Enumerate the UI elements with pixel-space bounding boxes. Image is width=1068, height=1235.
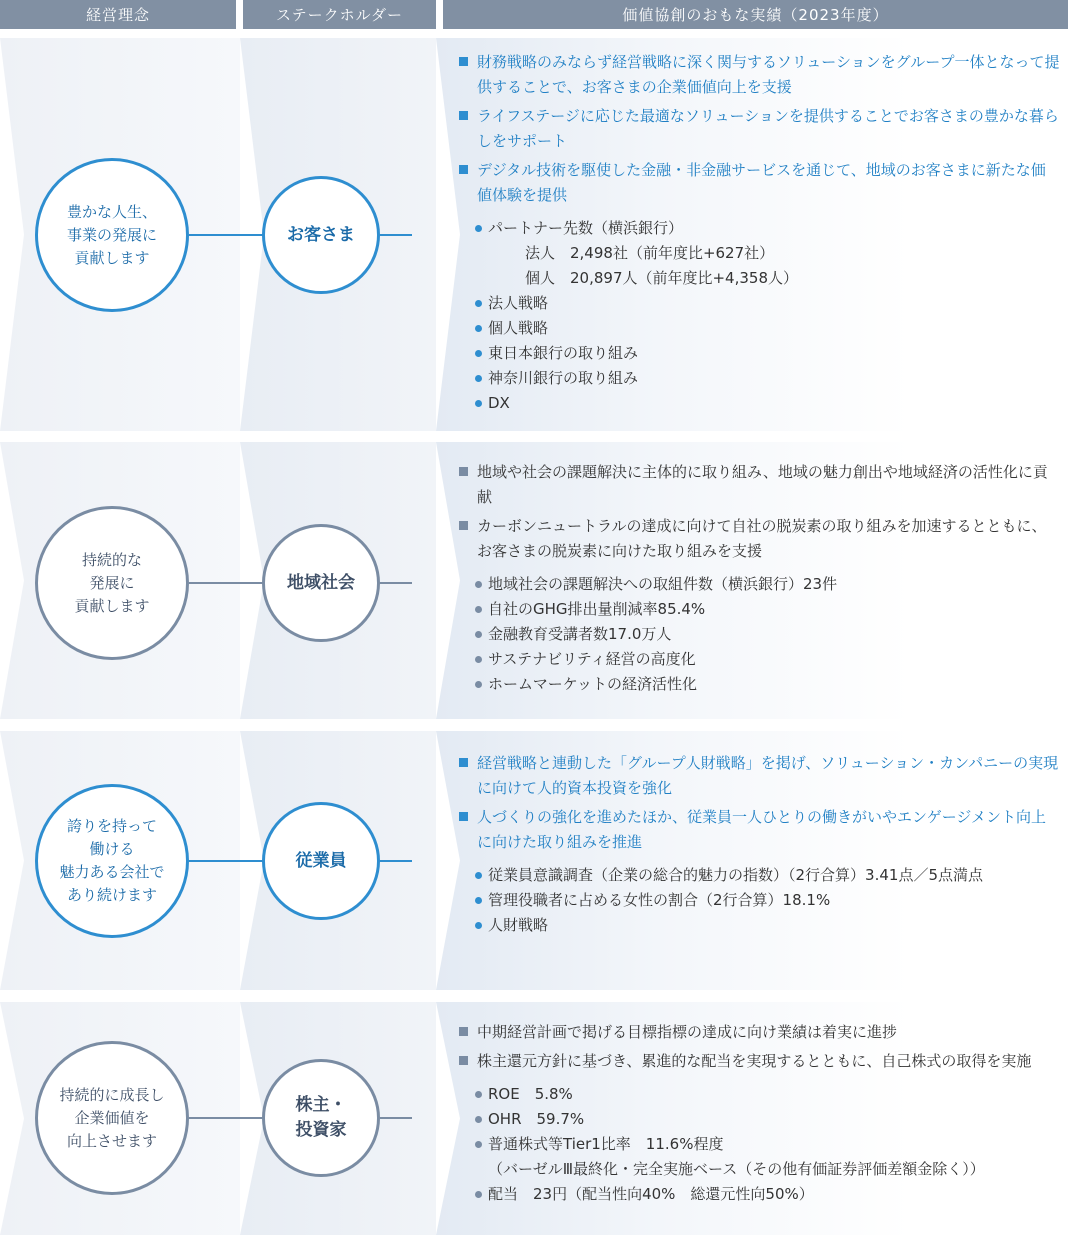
bullet-item: パートナー先数（横浜銀行）	[475, 216, 1060, 241]
statement: ライフステージに応じた最適なソリューションを提供することでお客さまの豊かな暮らしをサポート	[459, 104, 1060, 154]
achievements: 中期経営計画で掲げる目標指標の達成に向け業績は着実に進捗 株主還元方針に基づき、累進的な配当を実現するとともに、自己株式の取得を実施 ROE 5.8% OHR 59.7% 普通株式等Tier1比率 11.6%程度 （バーゼルⅢ最終化・完全実施ベース（その他有価証券評価差額金除く）） 配当 23円（配当性向40% 総還元性向50%）	[459, 1020, 1060, 1207]
philosophy-circle: 持続的に成長し 企業価値を 向上させます	[35, 1041, 189, 1195]
row-customers	[0, 38, 1068, 431]
header-stakeholder: ステークホルダー	[243, 0, 436, 29]
stakeholder-circle: 地域社会	[262, 524, 380, 642]
stakeholder-circle: 株主・ 投資家	[262, 1059, 380, 1177]
statement: 株主還元方針に基づき、累進的な配当を実現するとともに、自己株式の取得を実施	[459, 1049, 1060, 1074]
bullet-item: OHR 59.7%	[475, 1107, 1060, 1132]
bullet-item: 配当 23円（配当性向40% 総還元性向50%）	[475, 1182, 1060, 1207]
philosophy-circle: 豊かな人生、 事業の発展に 貢献します	[35, 158, 189, 312]
bullet-item: 自社のGHG排出量削減率85.4%	[475, 597, 1060, 622]
statement: 人づくりの強化を進めたほか、従業員一人ひとりの働きがいやエンゲージメント向上に向けた取り組みを推進	[459, 805, 1060, 855]
bullet-item: 個人戦略	[475, 316, 1060, 341]
bullet-item: 金融教育受講者数17.0万人	[475, 622, 1060, 647]
bullet-item: 神奈川銀行の取り組み	[475, 366, 1060, 391]
bullet-item: 普通株式等Tier1比率 11.6%程度	[475, 1132, 1060, 1157]
statement: 中期経営計画で掲げる目標指標の達成に向け業績は着実に進捗	[459, 1020, 1060, 1045]
bullet-item: ホームマーケットの経済活性化	[475, 672, 1060, 697]
stakeholder-circle: お客さま	[262, 176, 380, 294]
statement: デジタル技術を駆使した金融・非金融サービスを通じて、地域のお客さまに新たな価値体験を提供	[459, 158, 1060, 208]
statement: カーボンニュートラルの達成に向けて自社の脱炭素の取り組みを加速するとともに、お客さまの脱炭素に向けた取り組みを支援	[459, 514, 1060, 564]
achievements	[459, 460, 1060, 697]
bullet-item: 地域社会の課題解決への取組件数（横浜銀行）23件	[475, 572, 1060, 597]
row-shareholders	[0, 1002, 1068, 1235]
achievements: 財務戦略のみならず経営戦略に深く関与するソリューションをグループ一体となって提供することで、お客さまの企業価値向上を支援 ライフステージに応じた最適なソリューションを提供することでお客さまの豊かな暮らしをサポート デジタル技術を駆使した金融・非金融サービスを通じて、地域のお客さまに新たな価値体験を提供 パートナー先数（横浜銀行） 法人 2,498社（前年度比+627社） 個人 20,897人（前年度比+4,358人） 法人戦略 個人戦略 東日本銀行の取り組み 神奈川銀行の取り組み DX	[459, 50, 1060, 416]
statement: 地域や社会の課題解決に主体的に取り組み、地域の魅力創出や地域経済の活性化に貢献	[459, 460, 1060, 510]
statement: 財務戦略のみならず経営戦略に深く関与するソリューションをグループ一体となって提供することで、お客さまの企業価値向上を支援	[459, 50, 1060, 100]
philosophy-circle: 持続的な 発展に 貢献します	[35, 506, 189, 660]
achievements	[459, 751, 1060, 938]
statement: 経営戦略と連動した「グループ人財戦略」を掲げ、ソリューション・カンパニーの実現に向けて人的資本投資を強化	[459, 751, 1060, 801]
row-employees	[0, 731, 1068, 990]
bullet-item: 従業員意識調査（企業の総合的魅力の指数）（2行合算）3.41点／5点満点	[475, 863, 1060, 888]
bullet-item: 法人戦略	[475, 291, 1060, 316]
stakeholder-circle: 従業員	[262, 802, 380, 920]
row-community	[0, 442, 1068, 719]
bullet-item: 人財戦略	[475, 913, 1060, 938]
header-philosophy: 経営理念	[0, 0, 236, 29]
philosophy-circle: 誇りを持って 働ける 魅力ある会社で あり続けます	[35, 784, 189, 938]
bullet-item: サステナビリティ経営の高度化	[475, 647, 1060, 672]
bullet-item: DX	[475, 391, 1060, 416]
bullet-item: 東日本銀行の取り組み	[475, 341, 1060, 366]
bullet-item: ROE 5.8%	[475, 1082, 1060, 1107]
header-achievements: 価値協創のおもな実績（2023年度）	[443, 0, 1068, 29]
bullet-item: 管理役職者に占める女性の割合（2行合算）18.1%	[475, 888, 1060, 913]
